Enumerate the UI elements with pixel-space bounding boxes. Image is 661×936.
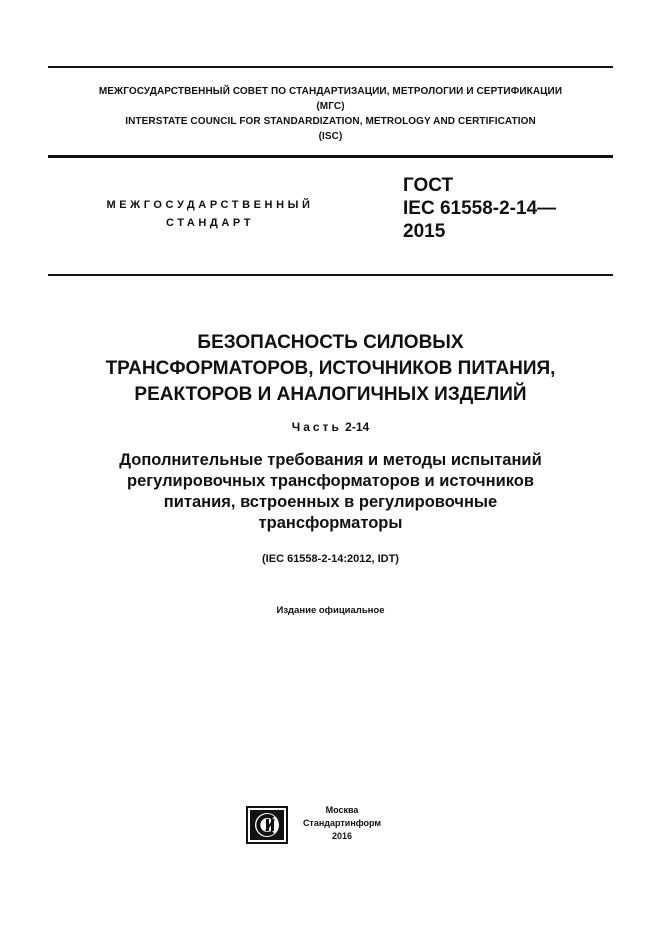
subtitle-line1: Дополнительные требования и методы испытаний <box>119 451 542 469</box>
subtitle-line4: трансформаторы <box>258 514 403 532</box>
part-label <box>40 420 621 434</box>
council-abbr-ru: (МГС) <box>316 101 345 112</box>
publisher-year: 2016 <box>331 831 353 841</box>
standartinform-logo-icon <box>246 806 288 844</box>
part-number: 2-14 <box>345 420 370 434</box>
council-header <box>48 84 613 144</box>
code-rule <box>48 274 613 276</box>
standard-type-line1: МЕЖГОСУДАРСТВЕННЫЙ <box>106 199 314 211</box>
document-title <box>40 330 621 408</box>
title-line3: РЕАКТОРОВ И АНАЛОГИЧНЫХ ИЗДЕЛИЙ <box>134 384 527 405</box>
subtitle-line2: регулировочных трансформаторов и источников <box>126 472 535 490</box>
standard-type-line2: СТАНДАРТ <box>165 217 255 229</box>
title-line1: БЕЗОПАСНОСТЬ СИЛОВЫХ <box>197 332 464 353</box>
publisher-city: Москва <box>325 805 359 815</box>
standard-type <box>60 196 360 232</box>
title-line2: ТРАНСФОРМАТОРОВ, ИСТОЧНИКОВ ПИТАНИЯ, <box>105 358 556 379</box>
header-rule <box>48 155 613 158</box>
council-name-ru: МЕЖГОСУДАРСТВЕННЫЙ СОВЕТ ПО СТАНДАРТИЗАЦИИ, МЕТРОЛОГИИ И СЕРТИФИКАЦИИ <box>98 86 563 97</box>
council-name-en: INTERSTATE COUNCIL FOR STANDARDIZATION, METROLOGY AND CERTIFICATION <box>125 116 536 127</box>
standard-code-line2: IEC 61558-2-14— <box>403 198 557 219</box>
standard-code-line3: 2015 <box>403 221 446 242</box>
document-subtitle <box>40 450 621 534</box>
iec-reference: (IEC 61558-2-14:2012, IDT) <box>262 553 399 565</box>
publisher-name: Стандартинформ <box>302 818 382 828</box>
subtitle-line3: питания, встроенных в регулировочные <box>163 493 498 511</box>
part-word: Часть <box>291 420 342 434</box>
standard-code-line1: ГОСТ <box>403 175 454 196</box>
standard-code <box>403 174 623 243</box>
council-abbr-en: (ISC) <box>318 131 343 142</box>
edition-label: Издание официальное <box>276 605 385 616</box>
publisher-info <box>292 804 392 843</box>
top-rule <box>48 66 613 68</box>
